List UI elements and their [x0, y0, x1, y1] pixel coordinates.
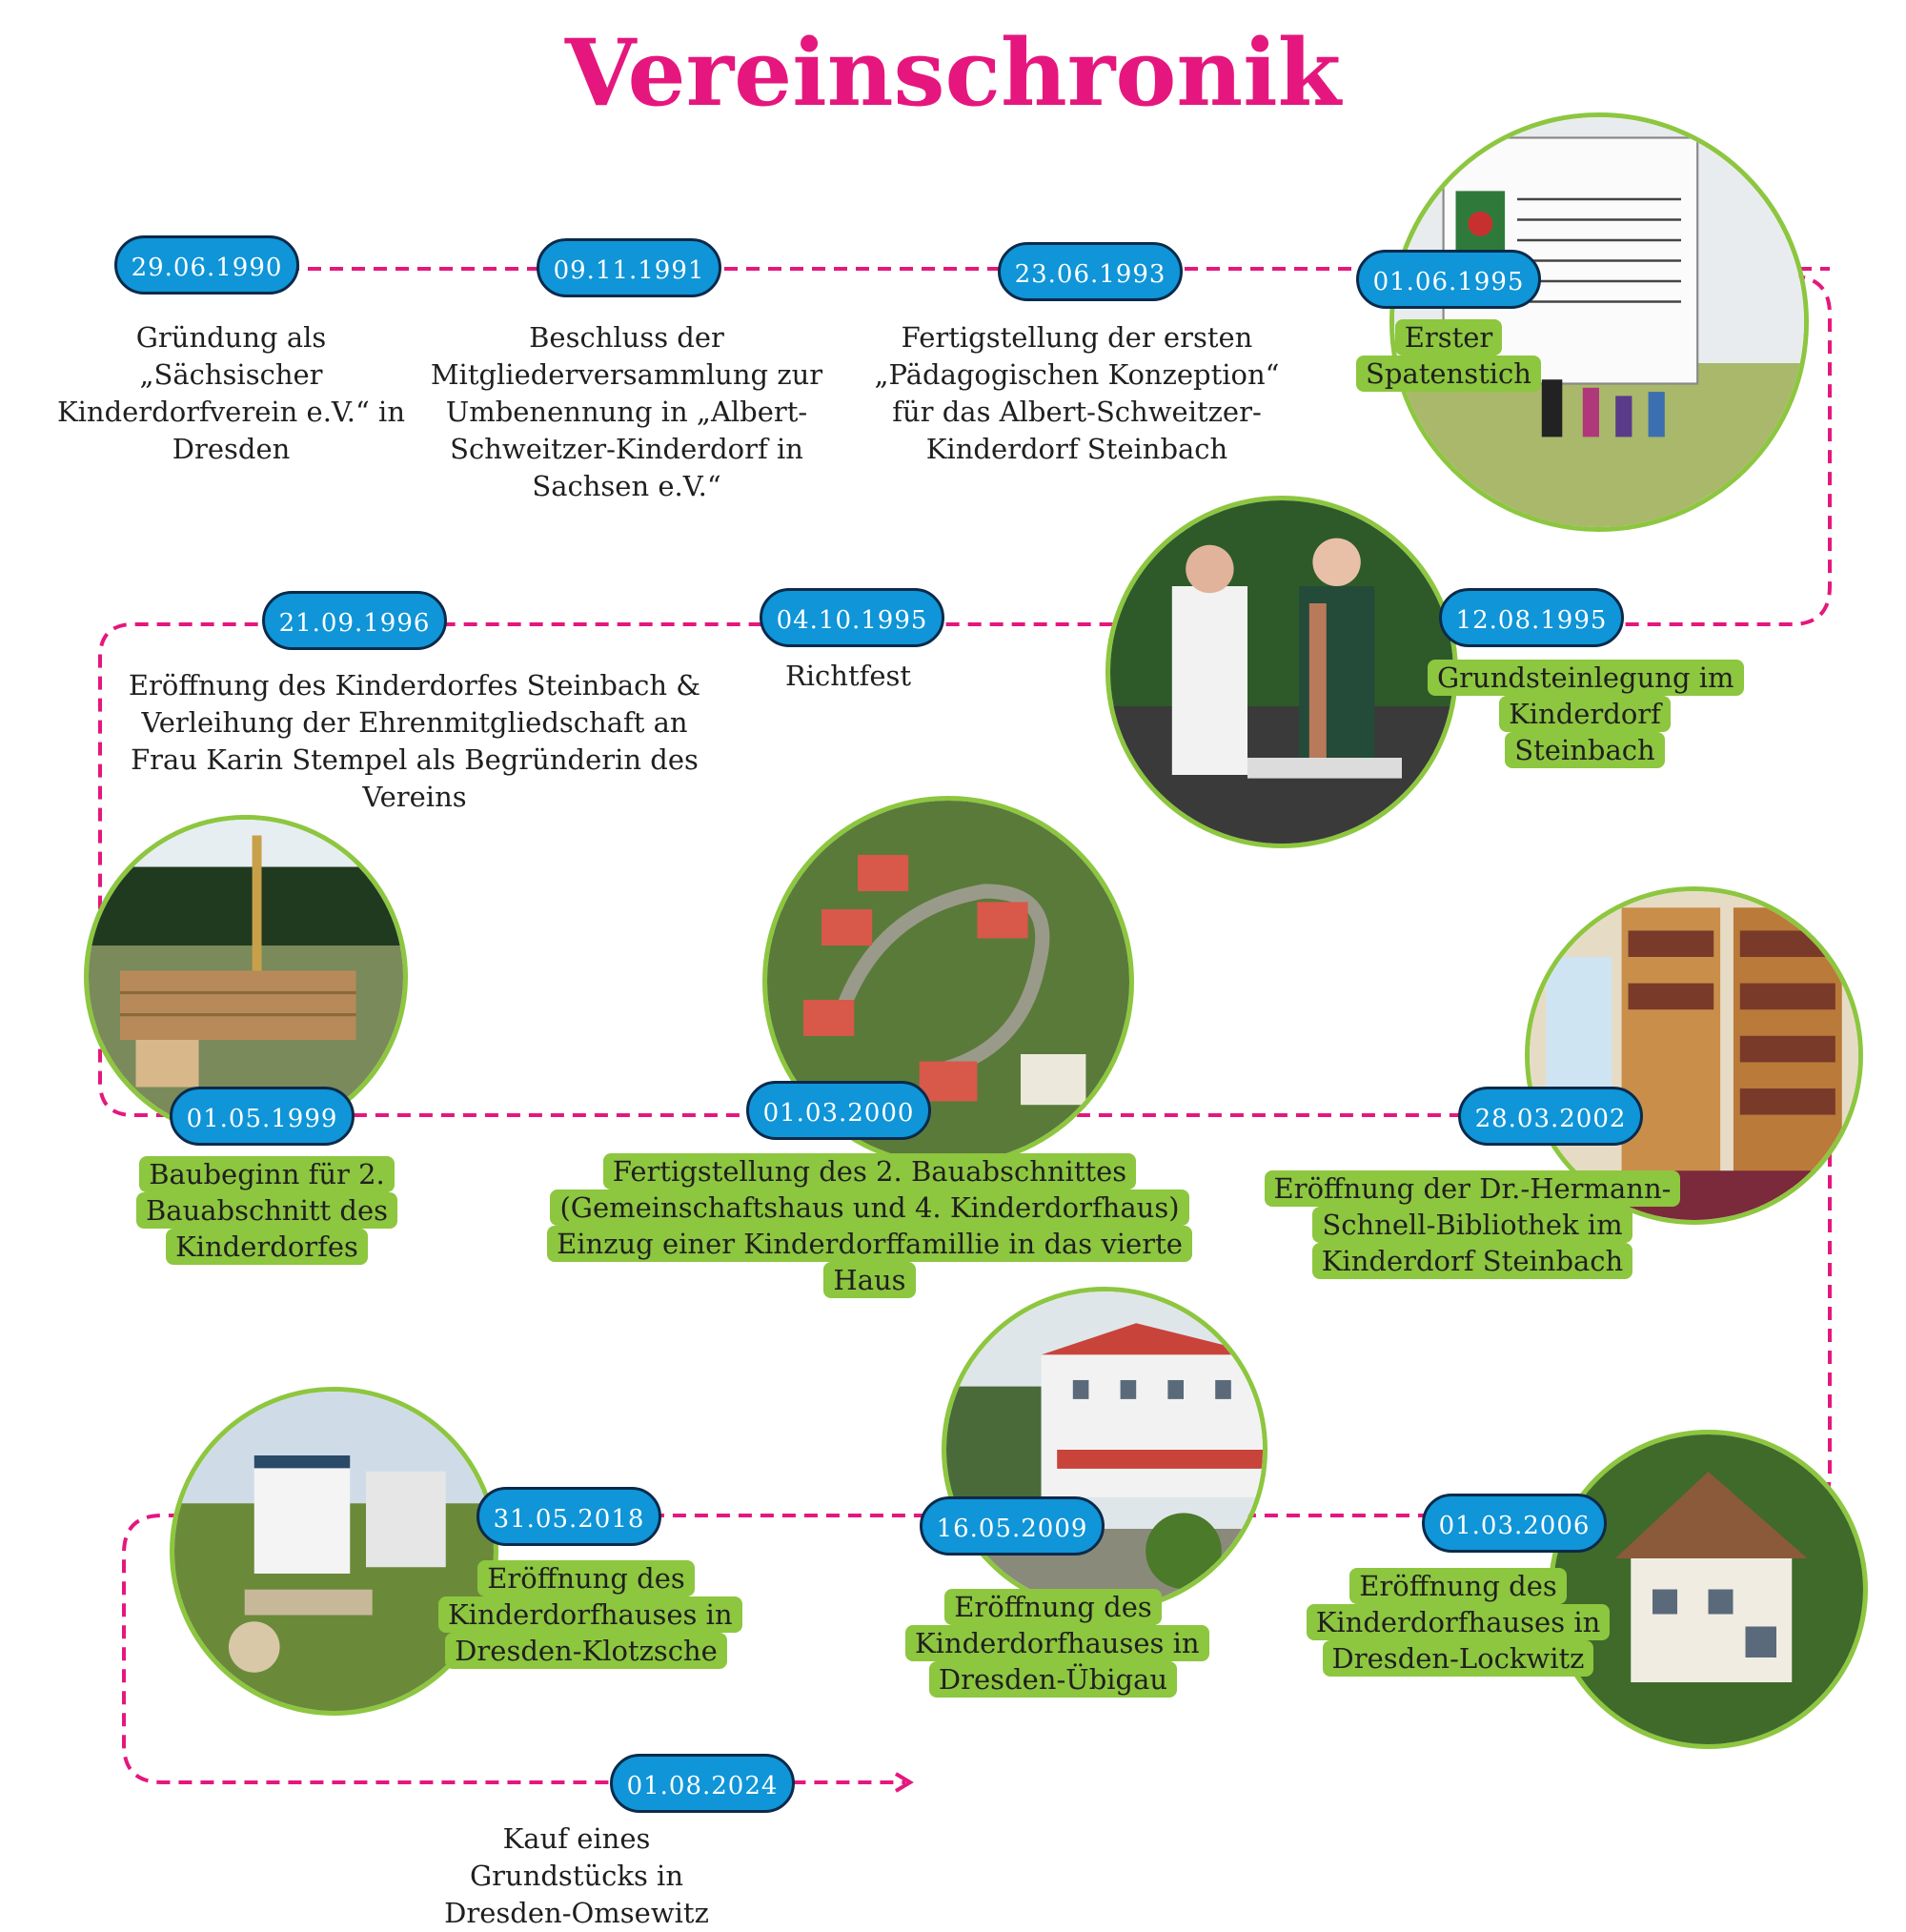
event-text [1306, 1568, 1611, 1677]
event-text [905, 1589, 1201, 1698]
event-text [1353, 319, 1544, 392]
event-label: Fertigstellung des 2. Bauabschnittes (Gemeinschaftshaus und 4. Kinderdorfhaus) Einzug einer Kinderdorffamillie in das vierte Haus [547, 1153, 1192, 1298]
date-badge: 01.06.1995 [1356, 250, 1541, 309]
event-text [57, 1156, 476, 1265]
event-text: Richtfest [784, 660, 912, 692]
event-label: Eröffnung des Kinderdorfhauses in Dresden-Lockwitz [1307, 1568, 1611, 1677]
event-label: Eröffnung des Kinderdorfhauses in Dresden-Übigau [905, 1589, 1209, 1698]
date-badge: 01.03.2006 [1422, 1494, 1607, 1553]
date-badge: 23.06.1993 [998, 242, 1183, 301]
event-label: Grundsteinlegung im Kinderdorf Steinbach [1428, 660, 1744, 768]
date-badge: 16.05.2009 [920, 1496, 1105, 1556]
event-text: Kauf eines Grundstücks in Dresden-Omsewitz [444, 1822, 709, 1929]
date-badge: 04.10.1995 [760, 588, 944, 647]
event-label: Eröffnung der Dr.-Hermann-Schnell-Bibliothek im Kinderdorf Steinbach [1265, 1170, 1681, 1279]
event-text [1428, 660, 1742, 768]
date-badge: 29.06.1990 [114, 235, 299, 295]
event-text: Beschluss der Mitgliederversammlung zur Umbenennung in „Albert-Schweitzer-Kinderdorf in Sachsen e.V.“ [430, 321, 823, 502]
event-text [438, 1560, 734, 1669]
photo-foundation-stone [1105, 496, 1458, 848]
event-text: Eröffnung des Kinderdorfes Steinbach & Verleihung der Ehrenmitgliedschaft an Frau Karin Stempel als Begründerin des Vereins [128, 669, 701, 813]
event-text: Gründung als „Sächsischer Kinderdorfverein e.V.“ in Dresden [56, 321, 406, 465]
date-badge: 01.05.1999 [170, 1087, 355, 1146]
date-badge: 21.09.1996 [262, 591, 447, 650]
event-label: Eröffnung des Kinderdorfhauses in Dresden-Klotzsche [438, 1560, 742, 1669]
date-badge: 28.03.2002 [1458, 1087, 1643, 1146]
date-badge: 12.08.1995 [1439, 588, 1624, 647]
date-badge: 01.03.2000 [746, 1081, 931, 1140]
event-label: Erster Spatenstich [1356, 319, 1541, 392]
event-text [519, 1153, 1220, 1298]
event-label: Baubeginn für 2. Bauabschnitt des Kinderdorfes [136, 1156, 397, 1265]
page-title: Vereinschronik [564, 19, 1342, 127]
date-badge: 31.05.2018 [476, 1487, 661, 1546]
date-badge: 09.11.1991 [537, 238, 721, 297]
event-text [1244, 1170, 1701, 1279]
event-text: Fertigstellung der ersten „Pädagogischen Konzeption“ für das Albert-Schweitzer-Kinderdorf Steinbach [874, 321, 1280, 465]
date-badge: 01.08.2024 [610, 1754, 795, 1813]
photo-house-uebigau [942, 1287, 1267, 1613]
